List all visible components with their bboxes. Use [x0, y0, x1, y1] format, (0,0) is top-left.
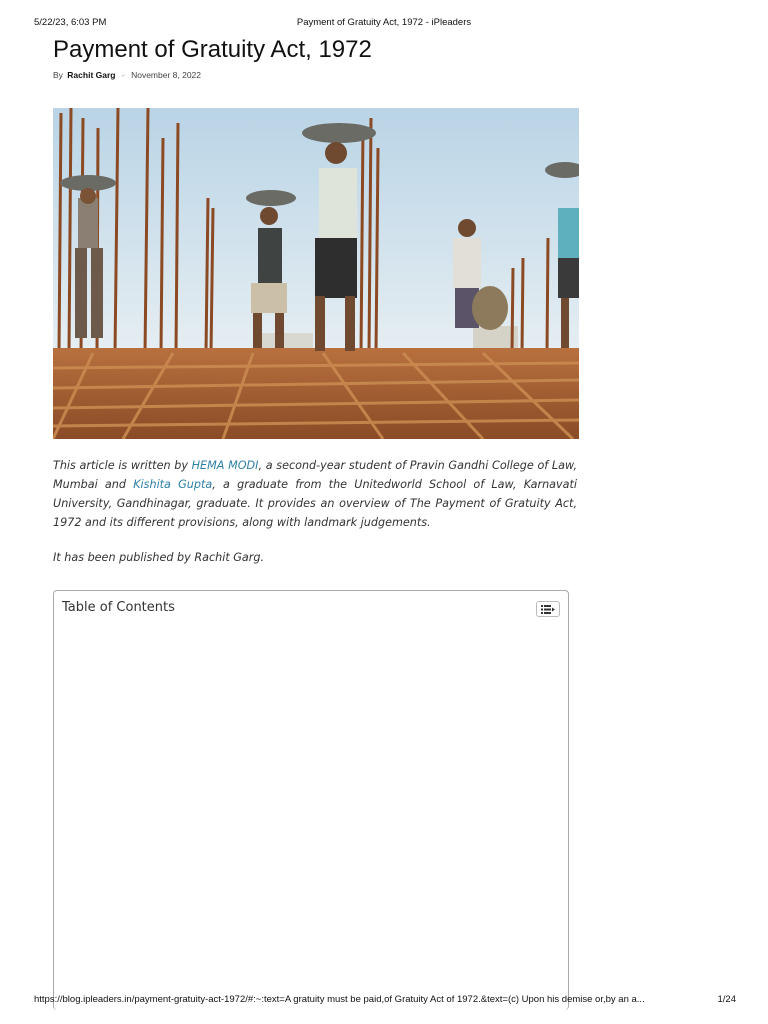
intro-text-3: , a graduate from the Unitedworld School of Law, Karnavati University, Gandhinagar, graduate. It provides an overview of The Payment of Gratuity Act, 1972 and its different provisions, along with landmark judgements. — [53, 478, 578, 529]
intro-text-2: , a second-year student of Pravin Gandhi College of Law, Mumbai and — [53, 459, 577, 491]
author-link-hema-modi[interactable]: HEMA MODI — [191, 459, 259, 472]
published-note: It has been published by Rachit Garg. — [53, 551, 265, 564]
author-link-kishita-gupta[interactable]: Kishita Gupta — [133, 478, 213, 491]
print-document-title: Payment of Gratuity Act, 1972 - iPleaders — [296, 17, 472, 28]
byline — [53, 70, 201, 80]
article-intro — [53, 456, 577, 532]
print-header — [0, 17, 768, 31]
print-footer — [34, 994, 742, 1008]
toc-title: Table of Contents — [62, 600, 175, 615]
toc-toggle-button[interactable] — [536, 601, 560, 617]
author-link[interactable]: Rachit Garg — [67, 70, 116, 80]
byline-separator: - — [121, 70, 125, 80]
byline-by-label: By — [53, 70, 63, 80]
page-number: 1/24 — [717, 994, 736, 1005]
print-datetime: 5/22/23, 6:03 PM — [34, 17, 107, 28]
table-of-contents — [53, 590, 569, 1010]
print-url: https://blog.ipleaders.in/payment-gratuity-act-1972/#:~:text=A gratuity must be paid,of Gratuity Act of 1972.&text=(c) Upon his demise or,by an a... — [34, 994, 645, 1005]
hero-image — [53, 108, 579, 439]
publish-date: November 8, 2022 — [131, 70, 202, 80]
page-title: Payment of Gratuity Act, 1972 — [53, 36, 372, 63]
intro-text-1: This article is written by — [53, 459, 192, 472]
list-toggle-icon — [541, 605, 555, 614]
